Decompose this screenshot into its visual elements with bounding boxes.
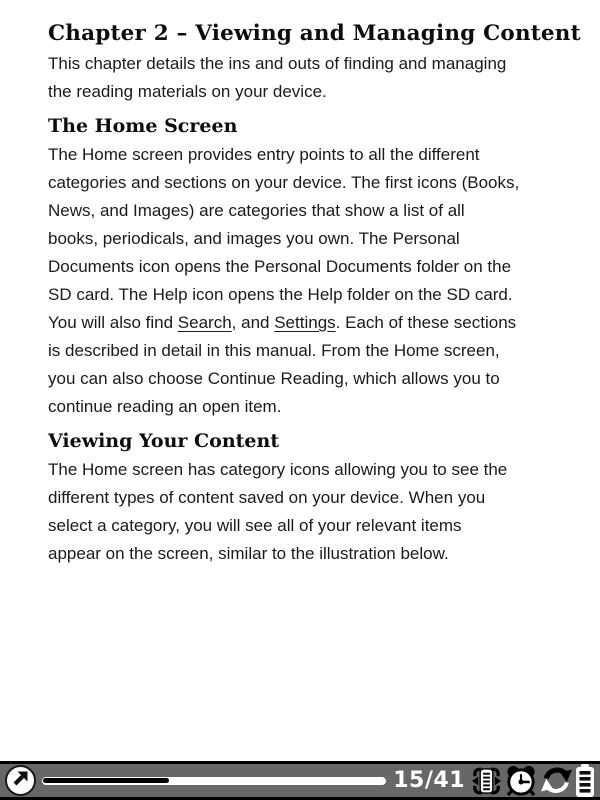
page-indicator: 15/41 bbox=[393, 768, 465, 793]
text-line: The Home screen has category icons allowing you to see the bbox=[48, 460, 508, 479]
sync-icon bbox=[540, 764, 573, 797]
text-segment: You will also find bbox=[48, 313, 178, 332]
pages-fit-icon bbox=[471, 765, 502, 797]
text-line: Documents icon opens the Personal Documents folder on the bbox=[48, 257, 512, 276]
text-line: select a category, you will see all of your relevant items bbox=[48, 516, 462, 535]
text-line: categories and sections on your device. The first icons (Books, bbox=[48, 173, 520, 192]
section-heading-home-screen: The Home Screen bbox=[48, 115, 238, 137]
intro-paragraph bbox=[48, 50, 566, 106]
text-segment: . Each of these sections bbox=[335, 313, 517, 332]
viewing-content-paragraph bbox=[48, 456, 566, 568]
battery-icon bbox=[575, 764, 595, 797]
text-segment: , and bbox=[231, 313, 275, 332]
arrow-northeast-icon bbox=[11, 768, 31, 793]
text-line: the reading materials on your device. bbox=[48, 82, 327, 101]
text-line: News, and Images) are categories that show a list of all bbox=[48, 201, 465, 220]
search-link[interactable]: Search bbox=[177, 313, 232, 332]
reader-status-bar bbox=[0, 761, 600, 800]
text-line: books, periodicals, and images you own. The Personal bbox=[48, 229, 460, 248]
text-line: This chapter details the ins and outs of finding and managing bbox=[48, 54, 507, 73]
text-line: appear on the screen, similar to the illustration below. bbox=[48, 544, 449, 563]
chapter-title: Chapter 2 – Viewing and Managing Content bbox=[48, 21, 581, 46]
text-line-with-links bbox=[48, 309, 566, 337]
progress-fill bbox=[43, 778, 169, 783]
text-line: is described in detail in this manual. From the Home screen, bbox=[48, 341, 500, 360]
shortcut-arrow-button[interactable] bbox=[5, 765, 36, 796]
document-content bbox=[48, 18, 581, 568]
text-line: continue reading an open item. bbox=[48, 397, 282, 416]
text-line: different types of content saved on your device. When you bbox=[48, 488, 486, 507]
section-heading-viewing-content: Viewing Your Content bbox=[48, 430, 280, 452]
text-line: The Home screen provides entry points to all the different bbox=[48, 145, 480, 164]
home-screen-paragraph bbox=[48, 141, 566, 421]
text-line: you can also choose Continue Reading, which allows you to bbox=[48, 369, 500, 388]
text-line: SD card. The Help icon opens the Help folder on the SD card. bbox=[48, 285, 513, 304]
alarm-clock-icon bbox=[504, 764, 538, 797]
reading-progress-bar[interactable] bbox=[42, 777, 386, 785]
settings-link[interactable]: Settings bbox=[274, 313, 336, 332]
